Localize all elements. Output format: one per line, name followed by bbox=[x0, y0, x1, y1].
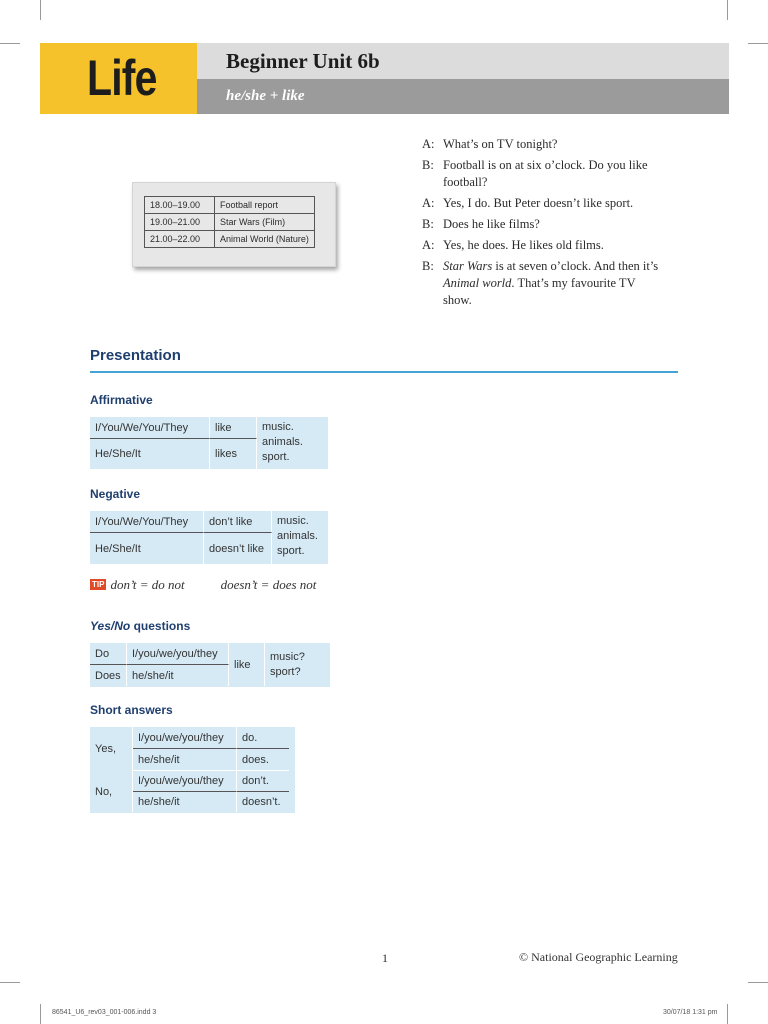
objects-cell bbox=[265, 643, 318, 686]
tv-show: Star Wars (Film) bbox=[215, 214, 315, 231]
subject-cell: he/she/it bbox=[133, 792, 237, 812]
subject-cell: I/You/We/You/They bbox=[90, 417, 210, 439]
dialogue-line bbox=[422, 136, 662, 153]
crop-mark bbox=[748, 982, 768, 983]
speaker-label: A: bbox=[422, 238, 435, 252]
subject-cell: I/you/we/you/they bbox=[133, 727, 237, 749]
tv-time: 21.00–22.00 bbox=[145, 231, 215, 248]
negative-heading: Negative bbox=[90, 487, 141, 501]
dialogue-text: Football is on at six o’clock. Do you like football? bbox=[443, 158, 648, 189]
verb-cell: doesn’t like bbox=[204, 533, 272, 564]
object-item: animals. bbox=[277, 530, 318, 542]
verb-cell: likes bbox=[210, 439, 257, 469]
subject-cell: I/You/We/You/They bbox=[90, 511, 204, 533]
object-item: music? bbox=[270, 650, 305, 663]
questions-table bbox=[90, 643, 330, 687]
dialogue-text: Does he like films? bbox=[443, 217, 540, 231]
subject-cell: He/She/It bbox=[90, 533, 204, 564]
aux-cell: Does bbox=[90, 665, 127, 686]
verb-cell: don’t like bbox=[204, 511, 272, 533]
subject-cell: he/she/it bbox=[127, 665, 229, 686]
dialogue-line bbox=[422, 195, 662, 212]
tip-text: don’t = do not bbox=[110, 577, 185, 592]
object-item: sport. bbox=[262, 451, 290, 463]
speaker-label: A: bbox=[422, 137, 435, 151]
print-slug-file: 86541_U6_rev03_001-006.indd 3 bbox=[52, 1009, 157, 1016]
show-title: Animal world bbox=[443, 276, 512, 290]
affirmative-heading: Affirmative bbox=[90, 393, 153, 407]
crop-mark bbox=[727, 1004, 728, 1024]
show-title: Star Wars bbox=[443, 259, 493, 273]
dialogue-text bbox=[443, 258, 662, 309]
verb-cell: like bbox=[210, 417, 257, 439]
object-item: sport. bbox=[277, 545, 305, 557]
tv-show: Football report bbox=[215, 197, 315, 214]
dialogue-line bbox=[422, 258, 662, 309]
brand-logo bbox=[40, 43, 197, 114]
crop-mark bbox=[727, 0, 728, 20]
objects-cell bbox=[272, 511, 327, 564]
print-slug-date: 30/07/18 1:31 pm bbox=[663, 1009, 718, 1016]
questions-heading-rest: questions bbox=[130, 619, 191, 633]
unit-subtitle: he/she + like bbox=[226, 88, 305, 104]
dialogue-line bbox=[422, 237, 662, 254]
speaker-label: A: bbox=[422, 196, 435, 210]
answer-cell: Yes, bbox=[90, 727, 133, 771]
subject-cell: He/She/It bbox=[90, 439, 210, 469]
dialogue-line bbox=[422, 216, 662, 233]
tv-guide-card bbox=[132, 182, 336, 267]
object-item: sport? bbox=[270, 665, 301, 678]
tv-guide-row bbox=[145, 231, 315, 248]
crop-mark bbox=[748, 43, 768, 44]
page-number: 1 bbox=[382, 951, 388, 965]
aux-cell: do. bbox=[237, 727, 289, 749]
objects-cell bbox=[257, 417, 322, 469]
object-item: music. bbox=[277, 515, 309, 527]
subject-cell: he/she/it bbox=[133, 749, 237, 771]
tv-guide-row bbox=[145, 197, 315, 214]
dialogue-text: Yes, I do. But Peter doesn’t like sport. bbox=[443, 196, 634, 210]
tv-time: 18.00–19.00 bbox=[145, 197, 215, 214]
dialogue-text: Yes, he does. He likes old films. bbox=[443, 238, 604, 252]
aux-cell: don’t. bbox=[237, 771, 289, 792]
tv-time: 19.00–21.00 bbox=[145, 214, 215, 231]
negative-table bbox=[90, 511, 328, 564]
short-answers-heading: Short answers bbox=[90, 703, 173, 717]
crop-mark bbox=[40, 1004, 41, 1024]
dialogue-text: What’s on TV tonight? bbox=[443, 137, 558, 151]
verb-cell: like bbox=[229, 643, 265, 686]
tip-line bbox=[90, 577, 316, 593]
crop-mark bbox=[0, 43, 20, 44]
crop-mark bbox=[40, 0, 41, 20]
questions-heading bbox=[90, 619, 190, 633]
affirmative-table bbox=[90, 417, 328, 469]
brand-logo-text: Life bbox=[87, 50, 157, 106]
dialogue-text-part: is at seven o’clock. And then it’s bbox=[492, 259, 659, 273]
aux-cell: Do bbox=[90, 643, 127, 665]
short-answers-table bbox=[90, 727, 295, 813]
crop-mark bbox=[0, 982, 20, 983]
tv-guide-row bbox=[145, 214, 315, 231]
copyright-notice: © National Geographic Learning bbox=[519, 950, 678, 964]
section-heading: Presentation bbox=[90, 347, 181, 364]
object-item: animals. bbox=[262, 436, 303, 448]
dialogue-line bbox=[422, 157, 662, 191]
tip-badge: TIP bbox=[92, 580, 105, 589]
dialogue bbox=[422, 136, 662, 313]
tip-text: doesn’t = does not bbox=[220, 577, 317, 592]
speaker-label: B: bbox=[422, 217, 434, 231]
subject-cell: I/you/we/you/they bbox=[133, 771, 237, 792]
aux-cell: doesn’t. bbox=[242, 796, 281, 808]
questions-heading-italic: Yes/No bbox=[90, 619, 131, 633]
aux-cell: does. bbox=[237, 749, 289, 771]
speaker-label: B: bbox=[422, 158, 434, 172]
dialogue-text-part: . That’s my favourite TV show. bbox=[443, 276, 636, 307]
speaker-label: B: bbox=[422, 259, 434, 273]
tv-guide-table bbox=[144, 196, 315, 248]
subject-cell: I/you/we/you/they bbox=[127, 643, 229, 665]
unit-title: Beginner Unit 6b bbox=[226, 49, 380, 73]
tv-show: Animal World (Nature) bbox=[215, 231, 315, 248]
section-rule bbox=[90, 371, 678, 373]
answer-cell: No, bbox=[90, 771, 133, 812]
object-item: music. bbox=[262, 421, 294, 433]
